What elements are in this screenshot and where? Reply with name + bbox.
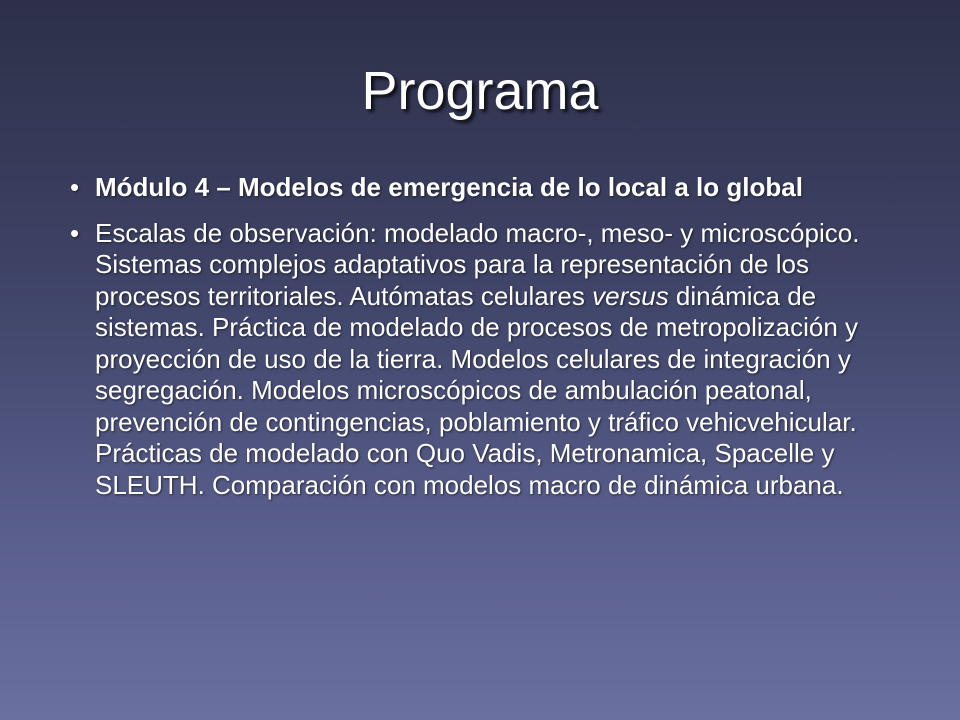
bullet-item-module [70,172,900,204]
bullet-list [70,172,900,515]
description-italic-term: versus [592,280,669,311]
bullet-item-description [70,218,900,502]
description-text-part1: Escalas de observación: modelado macro-, meso- y microscópico. Sistemas complejos adaptativos para la representación de los procesos territoriales. Autómatas celulares [95,217,860,311]
bullet-icon: • [70,172,80,202]
bullet-icon: • [70,217,80,248]
slide-title: Programa [361,61,599,121]
description-text-part2: dinámica de sistemas. Práctica de modelado de procesos de metropolización y proyección de uso de la tierra. Modelos celulares de integración y segregación. Modelos microscópicos de ambulación peatonal, prevención de contingencias, poblamiento y tráfico vehicvehicular. Prácticas de modelado con Quo Vadis, Metronamica, Spacelle y SLEUTH. Comparación con modelos macro de dinámica urbana. [95,280,859,500]
module-heading: Módulo 4 – Modelos de emergencia de lo local a lo global [95,172,803,202]
